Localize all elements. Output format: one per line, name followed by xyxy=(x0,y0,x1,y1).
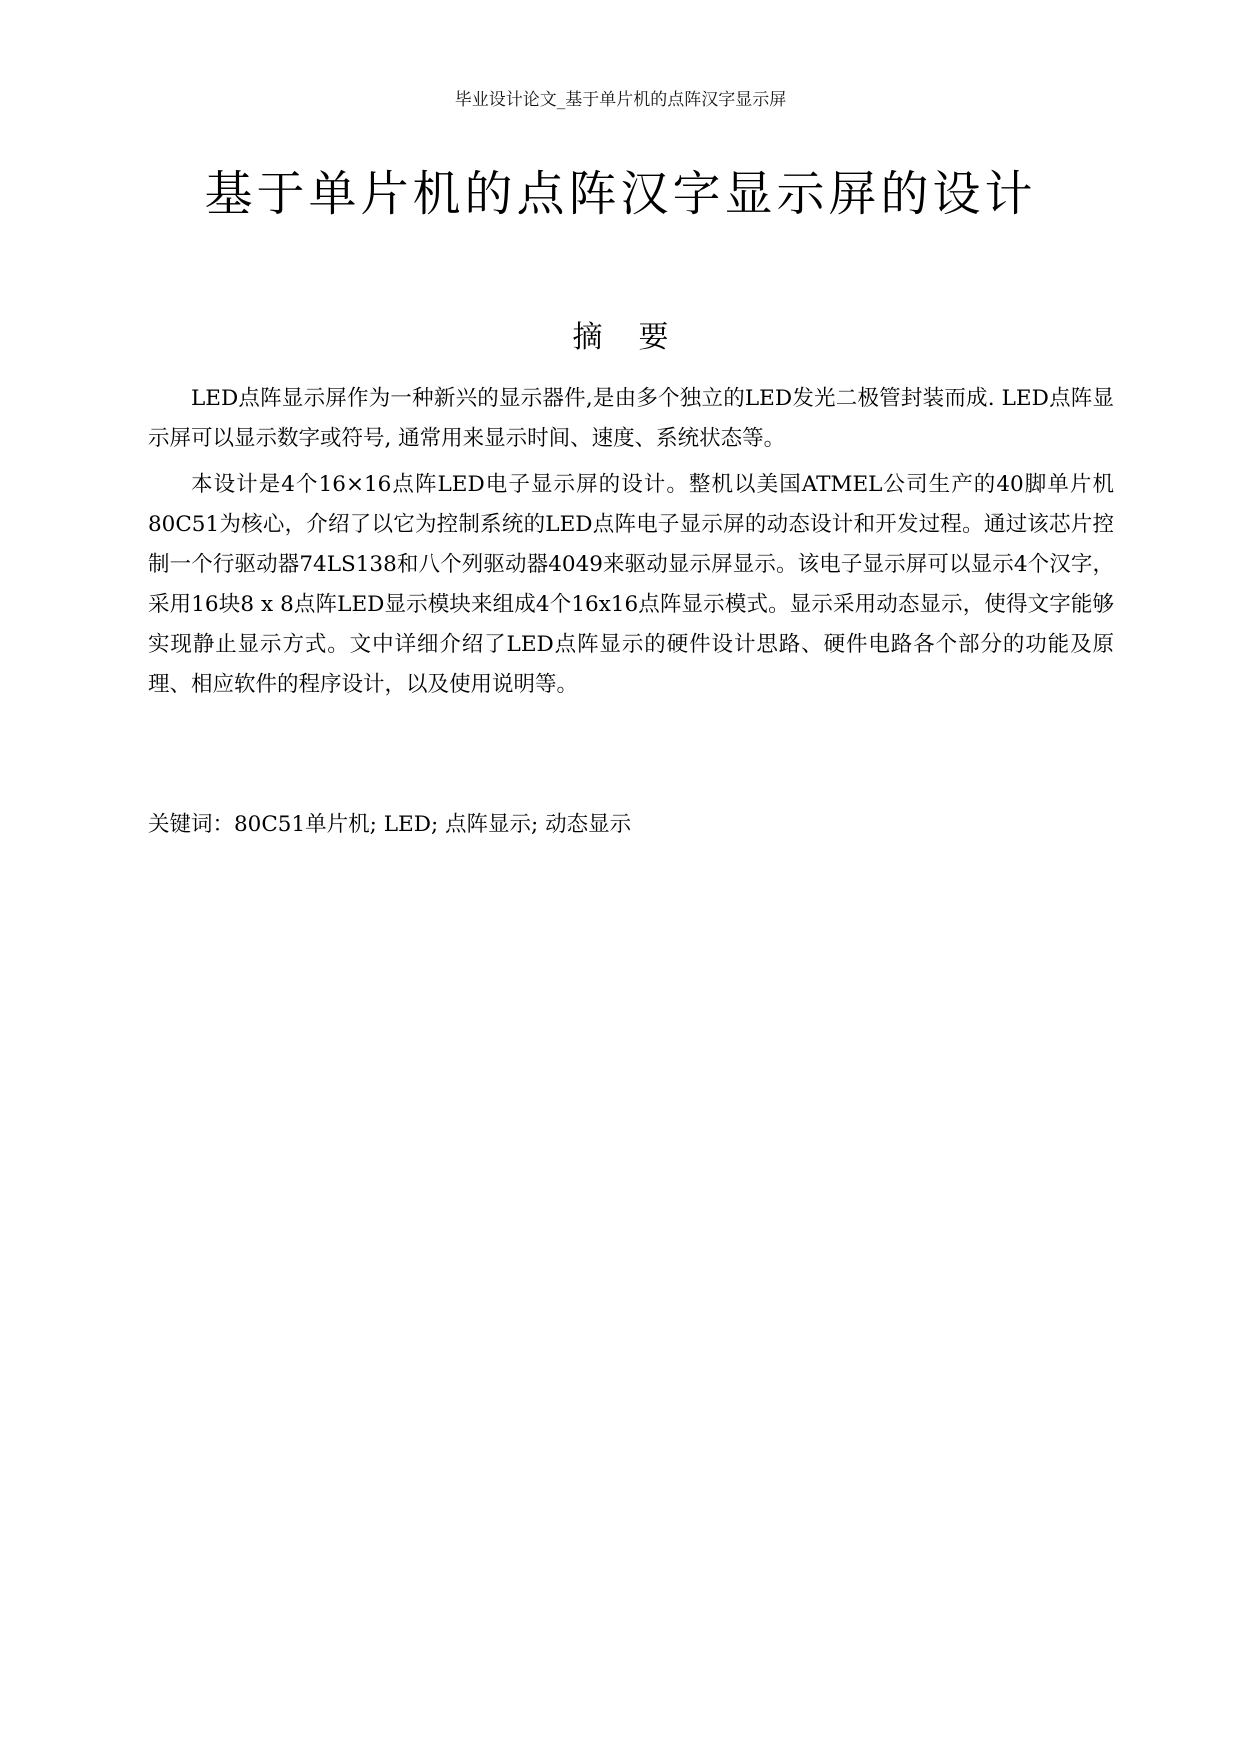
document-title: 基于单片机的点阵汉字显示屏的设计 xyxy=(204,166,1037,222)
abstract-heading: 摘要 xyxy=(572,320,705,355)
abstract-paragraph-2: 本设计是4个16×16点阵LED电子显示屏的设计。整机以美国ATMEL公司生产的40脚单片机80C51为核心，介绍了以它为控制系统的LED点阵电子显示屏的动态设计和开发过程。通过该芯片控制一个行驱动器74LS138和八个列驱动器4049来驱动显示屏显示。该电子显示屏可以显示4个汉字，采用16块8 x 8点阵LED显示模块来组成4个16x16点阵显示模式。显示采用动态显示，使得文字能够实现静止显示方式。文中详细介绍了LED点阵显示的硬件设计思路、硬件电路各个部分的功能及原理、相应软件的程序设计，以及使用说明等。 xyxy=(148,472,1114,697)
abstract-paragraph-1: LED点阵显示屏作为一种新兴的显示器件,是由多个独立的LED发光二极管封装而成. LED点阵显示屏可以显示数字或符号, 通常用来显示时间、速度、系统状态等。 xyxy=(148,386,1114,451)
keywords-line: 关键词：80C51单片机; LED; 点阵显示; 动态显示 xyxy=(148,812,632,837)
running-header: 毕业设计论文_基于单片机的点阵汉字显示屏 xyxy=(454,90,787,110)
